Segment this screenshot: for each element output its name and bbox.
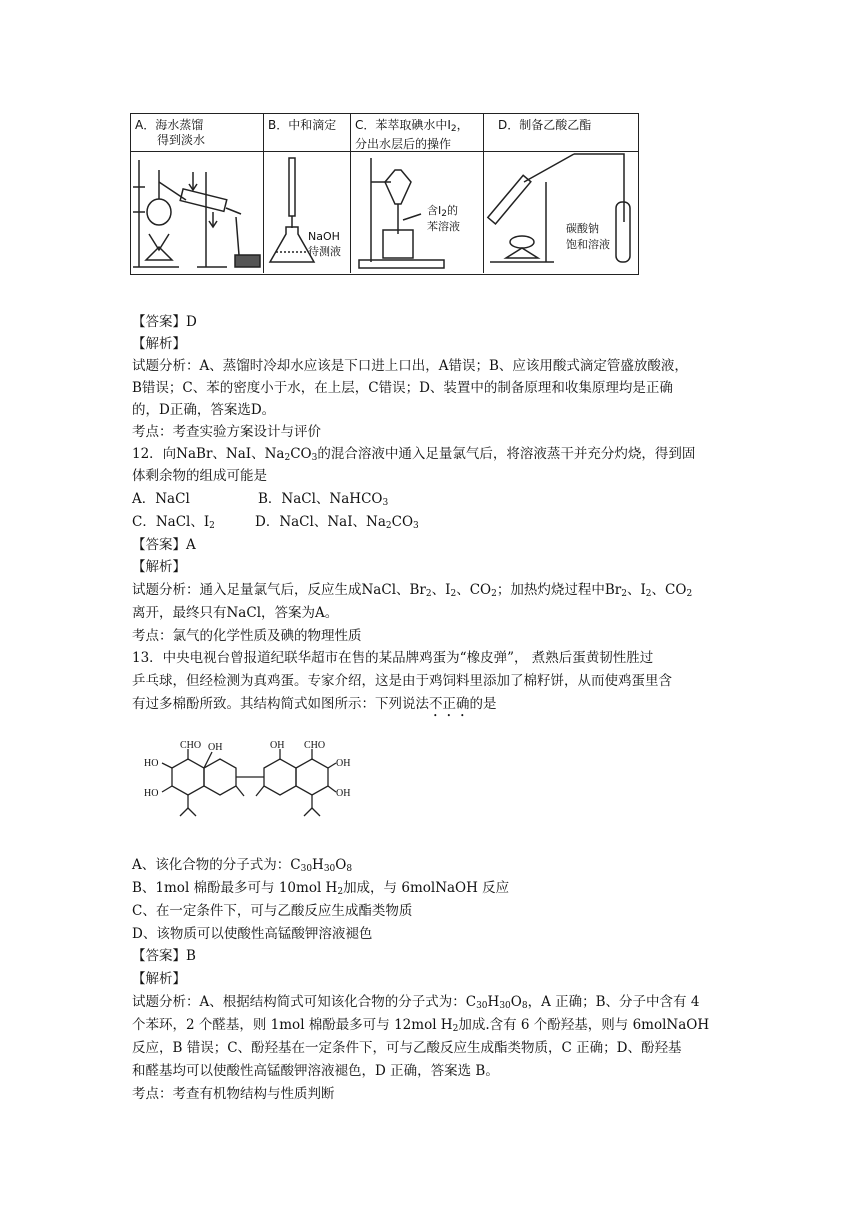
q13-option-b: B、1mol 棉酚最多可与 10mol $H_2$加成，与 6molNaOH 反应 — [132, 880, 510, 897]
sodium-carbonate-label: 碳酸钠 — [566, 222, 599, 235]
q12-answer: 【答案】A — [132, 537, 196, 553]
q13-answer: 【答案】B — [132, 948, 196, 964]
q12-analysis-tag: 【解析】 — [132, 559, 186, 575]
q13-stem-line3: 有过多棉酚所致。其结构简式如图所示：下列说法不正确的是 — [132, 696, 497, 712]
mol-cho-left: CHO — [180, 740, 202, 751]
mol-ho-left-bottom: HO — [144, 788, 159, 799]
mol-oh-right-bottom: OH — [336, 788, 351, 799]
iodine-benzene-label-line1: 含$I_2$的 — [427, 204, 458, 219]
q12-option-a: A．NaCl — [132, 491, 190, 507]
sample-solution-label: 待测液 — [308, 245, 341, 258]
q13-analysis-tag: 【解析】 — [132, 971, 186, 987]
apparatus-d-title: D．制备乙酸乙酯 — [484, 114, 638, 152]
q11-analysis-tag: 【解析】 — [132, 336, 186, 352]
q12-option-b: B．NaCl、NaHCO$_3$ — [258, 491, 389, 508]
apparatus-table — [130, 113, 639, 275]
apparatus-cell-a — [131, 114, 264, 273]
saturated-solution-label: 饱和溶液 — [566, 238, 610, 251]
apparatus-a-title: A．海水蒸馏 得到淡水 — [131, 114, 263, 152]
q12-stem-line1: 12．向NaBr、NaI、$Na_2CO_3$的混合溶液中通入足量氯气后，将溶液蒸干并充分灼烧，得到固 — [132, 446, 696, 463]
q12-analysis-line2: 离开，最终只有NaCl，答案为A。 — [132, 605, 339, 621]
q12-point: 考点：氯气的化学性质及碘的物理性质 — [132, 628, 362, 644]
mol-oh-left: OH — [208, 742, 223, 753]
naoh-label: NaOH — [308, 230, 340, 243]
q11-analysis-line1: 试题分析：A、蒸馏时冷却水应该是下口进上口出，A错误；B、应该用酸式滴定管盛放酸液， — [132, 358, 688, 374]
mol-cho-right: CHO — [304, 740, 326, 751]
q11-analysis-line2: B错误；C、苯的密度小于水，在上层，C错误；D、装置中的制备原理和收集原理均是正确 — [132, 380, 673, 396]
apparatus-c-title: C．苯萃取碘水中$I_2$， 分出水层后的操作 — [351, 114, 483, 152]
q11-answer: 【答案】D — [132, 314, 197, 330]
q13-option-c: C、在一定条件下，可与乙酸反应生成酯类物质 — [132, 903, 413, 919]
extraction-apparatus-drawing — [351, 152, 482, 271]
q12-analysis-line1: 试题分析：通入足量氯气后，反应生成NaCl、$Br_2$、$I_2$、$CO_2$；加热灼烧过程中$Br_2$、$I_2$、$CO_2$ — [132, 582, 693, 599]
apparatus-cell-d — [484, 114, 638, 273]
q12-option-c: C．NaCl、$I_2$ — [132, 514, 215, 531]
ester-preparation-apparatus-drawing — [484, 152, 636, 271]
q12-option-d: D．NaCl、NaI、$Na_2CO_3$ — [255, 514, 419, 531]
apparatus-cell-c — [351, 114, 484, 273]
mol-oh-right-top: OH — [336, 758, 351, 769]
q13-stem-line1: 13．中央电视台曾报道纪联华超市在售的某品牌鸡蛋为“橡皮弹”， 煮熟后蛋黄韧性胜过 — [132, 650, 654, 666]
emphasis-not-correct: 不正确 — [429, 696, 470, 712]
iodine-benzene-label-line2: 苯溶液 — [427, 220, 460, 233]
apparatus-cell-b — [264, 114, 351, 273]
apparatus-b-title: B．中和滴定 — [264, 114, 350, 152]
q13-analysis-line2: 个苯环，2 个醛基，则 1mol 棉酚最多可与 12mol $H_2$加成.含有 6 个酚羟基，则与 6molNaOH — [132, 1017, 710, 1034]
q11-analysis-line3: 的，D正确，答案选D。 — [132, 402, 276, 418]
q12-stem-line2: 体剩余物的组成可能是 — [132, 468, 267, 484]
q11-point: 考点：考查实验方案设计与评价 — [132, 424, 321, 440]
mol-ho-left-top: HO — [144, 758, 159, 769]
mol-oh-right: OH — [270, 740, 285, 751]
distillation-apparatus-drawing — [131, 152, 262, 271]
q13-point: 考点：考查有机物结构与性质判断 — [132, 1086, 335, 1102]
q13-stem-line2: 乒乓球，但经检测为真鸡蛋。专家介绍，这是由于鸡饲料里添加了棉籽饼，从而使鸡蛋里含 — [132, 673, 672, 689]
q13-analysis-line3: 反应，B 错误；C、酚羟基在一定条件下，可与乙酸反应生成酯类物质，C 正确；D、酚羟基 — [132, 1040, 682, 1056]
q13-analysis-line1: 试题分析：A、根据结构简式可知该化合物的分子式为：$C_{30}H_{30}O_8$，A 正确；B、分子中含有 4 — [132, 994, 700, 1011]
q13-option-d: D、该物质可以使酸性高锰酸钾溶液褪色 — [132, 926, 373, 942]
q13-option-a: A、该化合物的分子式为：$C_{30}H_{30}O_8$ — [132, 857, 353, 874]
q13-analysis-line4: 和醛基均可以使酸性高锰酸钾溶液褪色，D 正确，答案选 B。 — [132, 1063, 499, 1079]
